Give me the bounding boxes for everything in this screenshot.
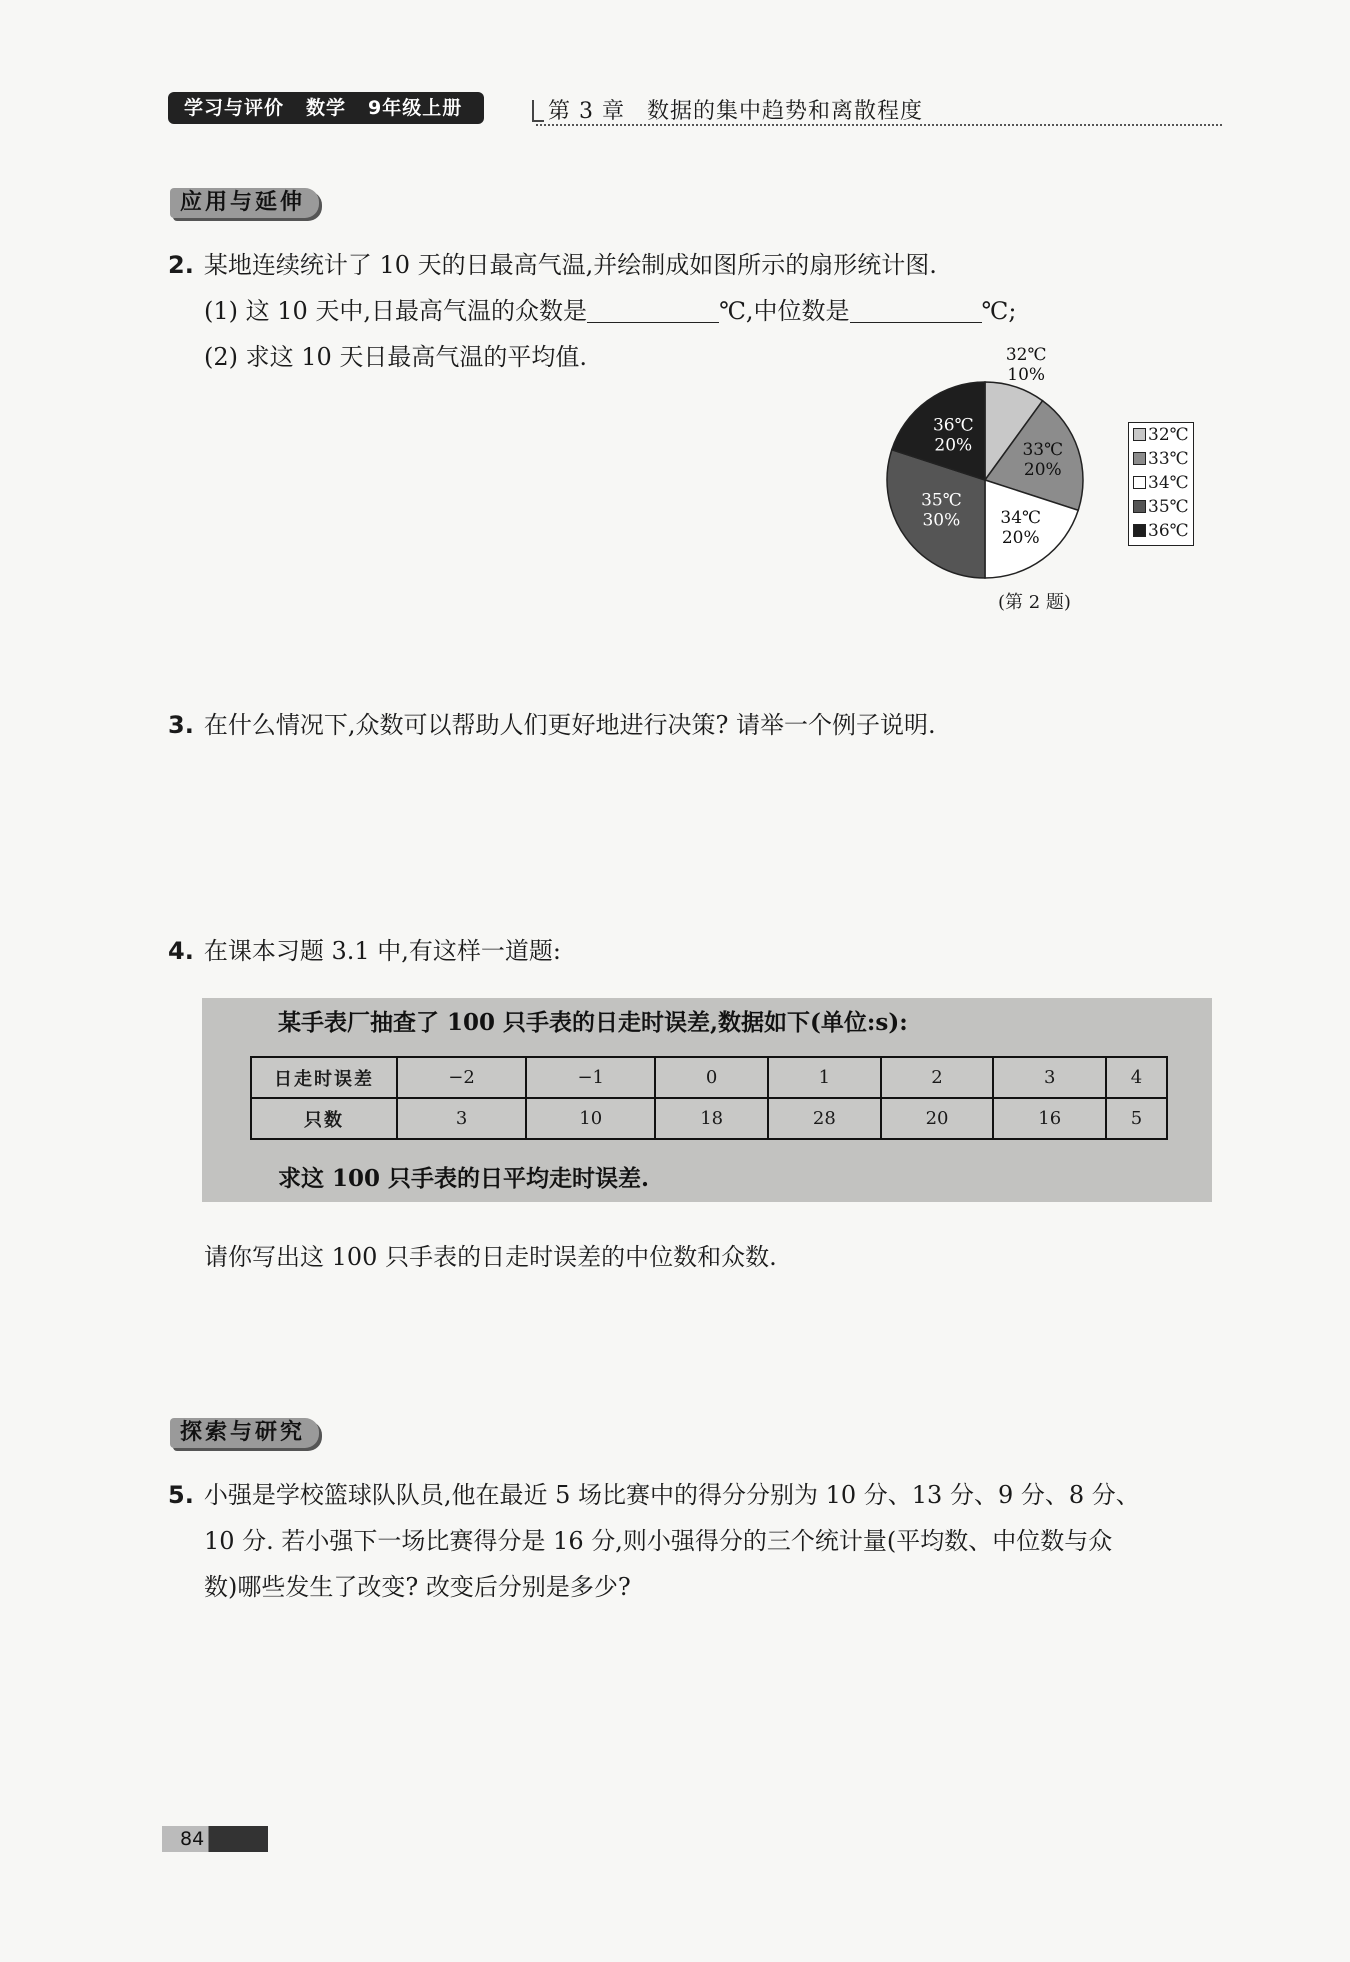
slice-label: 33℃ [1022, 440, 1064, 461]
table-cell: −2 [397, 1057, 526, 1098]
slice-percent: 20% [1001, 528, 1040, 549]
chapter-heading [548, 94, 923, 125]
slice-percent: 20% [934, 435, 973, 456]
question-text: 某地连续统计了 10 天的日最高气温,并绘制成如图所示的扇形统计图. [203, 251, 937, 279]
legend-swatch [1133, 500, 1146, 513]
question-3 [168, 702, 936, 748]
row-header: 日走时误差 [251, 1057, 397, 1098]
legend-item [1129, 447, 1193, 471]
book-badge [168, 92, 484, 124]
part-1-text-a: (1) 这 10 天中,日最高气温的众数是 [204, 297, 588, 325]
answer-blank-median[interactable] [850, 296, 982, 323]
table-cell: 3 [397, 1098, 526, 1139]
legend-swatch [1133, 428, 1146, 441]
figure-caption: (第 2 题) [998, 592, 1071, 613]
table-cell: 20 [881, 1098, 994, 1139]
legend-swatch [1133, 476, 1146, 489]
chart-legend [1128, 422, 1194, 546]
chapter-title: 数据的集中趋势和离散程度 [646, 99, 923, 124]
table-cell: 4 [1106, 1057, 1167, 1098]
table-cell: 1 [768, 1057, 881, 1098]
section-tag-explore: 探索与研究 [170, 1418, 319, 1448]
chapter-number: 第 3 章 [548, 99, 625, 124]
legend-label: 32℃ [1148, 425, 1189, 445]
slice-percent: 20% [1023, 460, 1062, 481]
data-table [250, 1056, 1168, 1140]
legend-label: 33℃ [1148, 449, 1189, 469]
table-cell: 10 [526, 1098, 655, 1139]
answer-blank-mode[interactable] [587, 296, 719, 323]
table-row [251, 1057, 1167, 1098]
question-2-part-1 [204, 288, 1016, 334]
question-4-prompt: 请你写出这 100 只手表的日走时误差的中位数和众数. [204, 1243, 777, 1271]
legend-swatch [1133, 524, 1146, 537]
badge-subject: 数学 [306, 97, 347, 119]
badge-grade: 9年级上册 [368, 97, 463, 119]
table-cell: 18 [655, 1098, 768, 1139]
question-4 [168, 928, 561, 974]
table-cell: 2 [881, 1057, 994, 1098]
legend-item [1129, 495, 1193, 519]
header-rule [536, 124, 1222, 126]
legend-item [1129, 423, 1193, 447]
legend-label: 35℃ [1148, 497, 1189, 517]
page-number: 84 [162, 1826, 268, 1852]
table-cell: −1 [526, 1057, 655, 1098]
slice-percent: 30% [922, 510, 961, 531]
table-cell: 28 [768, 1098, 881, 1139]
row-header: 只数 [251, 1098, 397, 1139]
question-number: 3. [168, 711, 194, 739]
question-2-part-2: (2) 求这 10 天日最高气温的平均值. [204, 343, 588, 371]
table-cell: 3 [993, 1057, 1106, 1098]
header-divider-icon [532, 100, 544, 122]
question-5 [168, 1472, 1140, 1518]
part-1-text-c: ℃; [981, 297, 1017, 325]
slice-label: 32℃ [1005, 345, 1047, 365]
slice-percent: 10% [1007, 365, 1046, 385]
slice-label: 35℃ [921, 490, 962, 511]
table-row [251, 1098, 1167, 1139]
slice-label: 34℃ [1000, 508, 1042, 529]
excerpt-footer: 求这 100 只手表的日平均走时误差. [278, 1165, 650, 1192]
legend-label: 36℃ [1148, 521, 1189, 541]
question-text-line-1: 小强是学校篮球队队员,他在最近 5 场比赛中的得分分别为 10 分、13 分、9 分、8 分、 [203, 1481, 1140, 1509]
legend-label: 34℃ [1148, 473, 1189, 493]
slice-label: 36℃ [932, 415, 974, 436]
question-number: 5. [168, 1481, 194, 1509]
table-cell: 16 [993, 1098, 1106, 1139]
textbook-excerpt [202, 998, 1212, 1202]
legend-item [1129, 519, 1193, 543]
badge-series: 学习与评价 [184, 97, 285, 119]
legend-item [1129, 471, 1193, 495]
excerpt-title: 某手表厂抽查了 100 只手表的日走时误差,数据如下(单位:s): [278, 1009, 908, 1036]
question-5-line-2: 10 分. 若小强下一场比赛得分是 16 分,则小强得分的三个统计量(平均数、中位数与众 [204, 1527, 1113, 1555]
question-number: 2. [168, 251, 194, 279]
question-5-line-3: 数)哪些发生了改变? 改变后分别是多少? [204, 1573, 631, 1601]
question-text: 在课本习题 3.1 中,有这样一道题: [203, 937, 561, 965]
section-tag-apply: 应用与延伸 [170, 188, 319, 218]
legend-swatch [1133, 452, 1146, 465]
table-cell: 5 [1106, 1098, 1167, 1139]
question-2 [168, 242, 937, 288]
table-cell: 0 [655, 1057, 768, 1098]
part-1-text-b: ℃,中位数是 [719, 297, 850, 325]
question-text: 在什么情况下,众数可以帮助人们更好地进行决策? 请举一个例子说明. [203, 711, 936, 739]
question-number: 4. [168, 937, 194, 965]
